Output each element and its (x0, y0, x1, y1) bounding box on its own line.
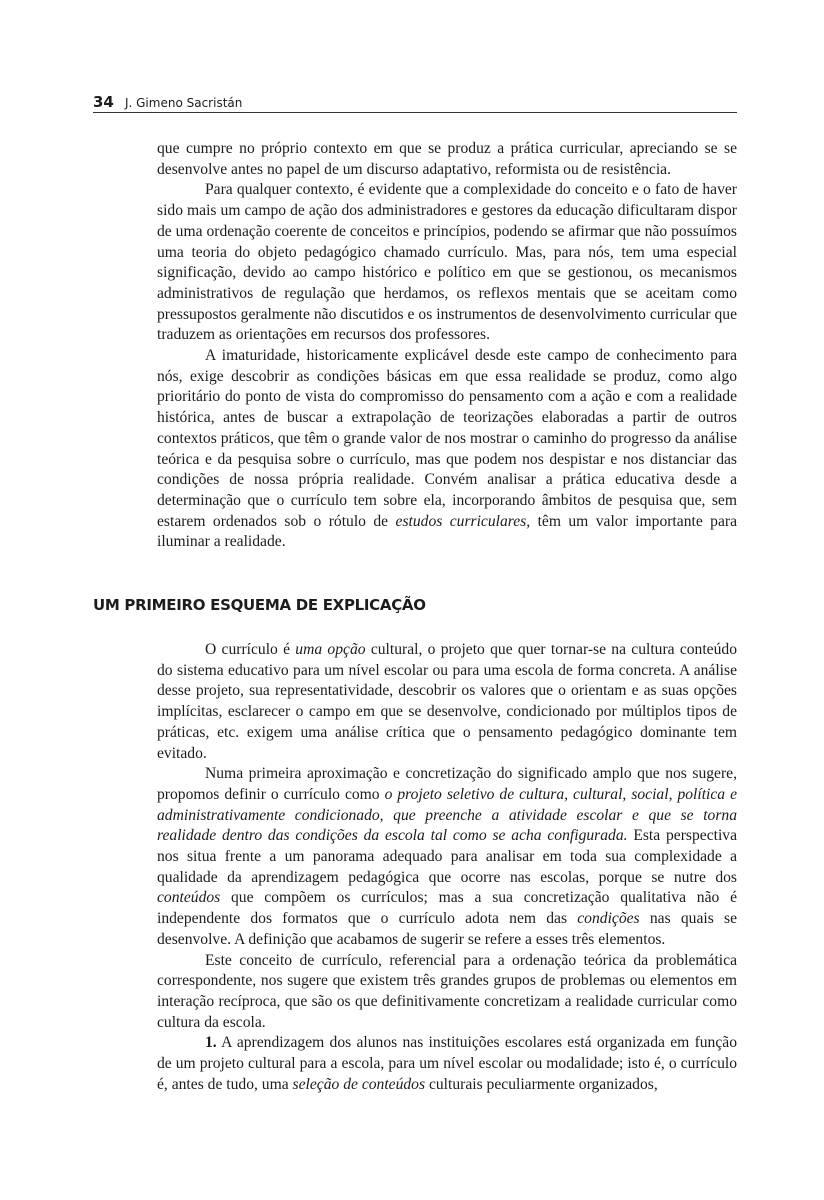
text-run: culturais peculiarmente organizados, (425, 1075, 658, 1093)
emphasis: uma opção (295, 641, 366, 658)
emphasis: conteúdos (157, 889, 221, 907)
emphasis: estudos curriculares, (395, 512, 531, 530)
section-body (157, 640, 737, 1095)
text-run: A imaturidade, historicamente explicável desde este campo de conhecimento para nós, exige descobrir as condições básicas em que essa realidade se produz, como algo prioritário do ponto de vista do compromisso do pensamento com a ação e com a realidade histórica, antes de buscar a extrapolação de teorizações elaboradas a partir de outros contextos práticos, que têm o grande valor de nos mostrar o caminho do progresso da análise teórica e da pesquisa sobre o currículo, mas que podem nos despistar e nos distanciar das condições de nossa própria realidade. Convém analisar a prática educativa desde a determinação que o currículo tem sobre ela, incorporando âmbitos de pesquisa que, sem estarem ordenados sob o rótulo de (157, 347, 737, 530)
running-header (93, 92, 737, 113)
paragraph: Para qualquer contexto, é evidente que a complexidade do conceito e o fato de haver sido mais um campo de ação dos administradores e gestores da educação dificultaram dispor de uma ordenação coerente de conceitos e princípios, podendo se afirmar que não possuímos uma teoria do objeto pedagógico chamado currículo. Mas, para nós, tem uma especial significação, devido ao campo histórico e político em que se gestionou, os mecanismos administrativos de regulação que herdamos, os reflexos mentais que se aceitam como pressupostos geralmente não discutidos e os instrumentos de desenvolvimento curricular que traduzem as orientações em recursos dos professores. (157, 181, 737, 344)
text-run: nas quais se desenvolve. A definição que acabamos de sugerir se refere a esses três elementos. (157, 910, 737, 948)
author-name: J. Gimeno Sacristán (124, 96, 243, 110)
text-run: que compõem os currículos; mas a sua concretização qualitativa não é independente dos formatos que o currículo adota nem das (157, 889, 737, 928)
emphasis: seleção de conteúdos (292, 1075, 426, 1093)
text-run: O currículo é (205, 641, 296, 658)
paragraph: Este conceito de currículo, referencial para a ordenação teórica da problemática correspondente, nos sugere que existem três grandes grupos de problemas ou elementos em interação recíproca, que são os que definitivamente concretizam a realidade curricular como cultura da escola. (157, 951, 737, 1031)
section-heading: UM PRIMEIRO ESQUEMA DE EXPLICAÇÃO (93, 596, 426, 614)
emphasis: o projeto seletivo de cultura, cultural, social, política e administrativamente condicionado, que preenche a atividade escolar e que se torna realidade dentro das condições da escola tal como se acha configurada. (157, 785, 737, 845)
text-run: têm um valor importante para iluminar a realidade. (157, 512, 737, 551)
item-number: 1. (205, 1034, 217, 1052)
paragraph (157, 640, 737, 764)
paragraph (157, 346, 737, 553)
text-run: Numa primeira aproximação e concretização do significado amplo que nos sugere, propomos definir o currículo como (157, 765, 737, 803)
text-run: cultural, o projeto que quer tornar-se na cultura conteúdo do sistema educativo para um nível escolar ou para uma escola de forma concreta. A análise desse projeto, sua representatividade, descobrir os valores que o orientam e as suas opções implícitas, esclarecer o campo em que se desenvolve, condicionado por múltiplos tipos de práticas, etc. exigem uma análise crítica que o pensamento pedagógico dominante tem evitado. (157, 641, 737, 762)
paragraph: que cumpre no próprio contexto em que se produz a prática curricular, apreciando se se desenvolve antes no papel de um discurso adaptativo, reformista ou de resistência. (157, 140, 737, 178)
section-intro (157, 139, 737, 553)
numbered-paragraph (157, 1033, 737, 1095)
paragraph (157, 764, 737, 950)
text-run: A aprendizagem dos alunos nas instituições escolares está organizada em função de um projeto cultural para a escola, para um nível escolar ou modalidade; isto é, o currículo é, antes de tudo, uma (157, 1034, 737, 1093)
text-run: Esta perspectiva nos situa frente a um panorama adequado para analisar em toda sua complexidade a qualidade da aprendizagem pedagógica que ocorre nas escolas, porque se nutre dos (157, 827, 737, 886)
emphasis: condições (577, 910, 640, 928)
page-number: 34 (93, 93, 114, 111)
